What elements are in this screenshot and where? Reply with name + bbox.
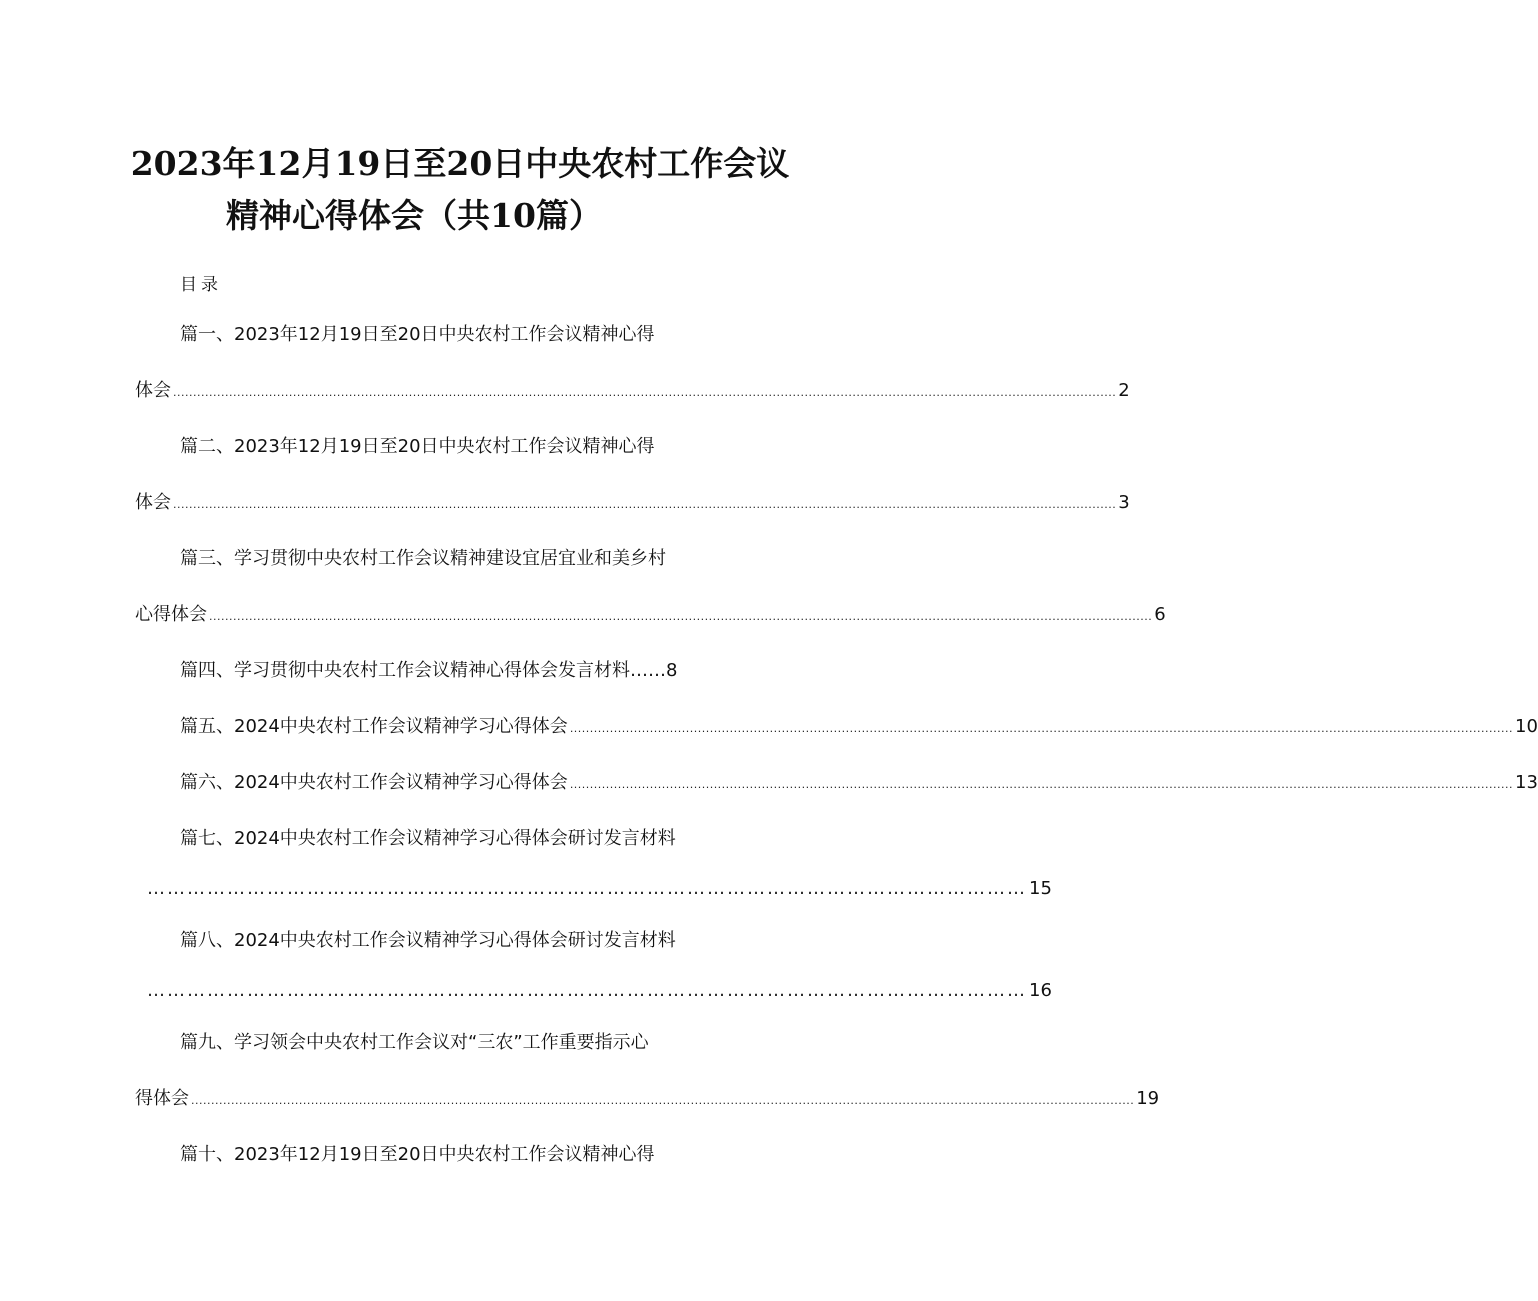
toc-leader-dots: ............................................................................................................................................................................................................................................ bbox=[173, 498, 1117, 511]
toc-entry-2-title[interactable]: 篇二、2023年12月19日至20日中央农村工作会议精神心得 bbox=[180, 436, 655, 457]
toc-entry-5-title: 篇五、2024中央农村工作会议精神学习心得体会 bbox=[180, 716, 568, 737]
toc-leader-dots: …………………………………………………………………………………………………………………… bbox=[147, 878, 1027, 899]
toc-leader-dots: ............................................................................................................................................................................................................................................ bbox=[569, 778, 1514, 791]
toc-leader-dots: ............................................................................................................................................................................................................................................ bbox=[569, 722, 1514, 735]
document-title-line-1: 2023年12月19日至20日中央农村工作会议 bbox=[130, 144, 790, 183]
toc-entry-10-title[interactable]: 篇十、2023年12月19日至20日中央农村工作会议精神心得 bbox=[180, 1144, 655, 1165]
document-title-line-2: 精神心得体会（共10篇） bbox=[226, 196, 602, 235]
toc-entry-9-title-cont: 得体会 bbox=[135, 1088, 189, 1109]
toc-entry-8-page: 16 bbox=[1029, 980, 1052, 1001]
toc-entry-2-page: 3 bbox=[1118, 492, 1130, 513]
toc-leader-dots: ............................................................................................................................................................................................................................................ bbox=[191, 1094, 1135, 1107]
toc-entry-1-title-cont: 体会 bbox=[135, 380, 171, 401]
toc-entry-6-title: 篇六、2024中央农村工作会议精神学习心得体会 bbox=[180, 772, 568, 793]
toc-entry-6[interactable] bbox=[180, 770, 1538, 796]
toc-leader-dots: ............................................................................................................................................................................................................................................ bbox=[173, 386, 1117, 399]
toc-entry-2-tail[interactable] bbox=[135, 490, 1130, 516]
toc-entry-7-tail[interactable] bbox=[135, 876, 1052, 902]
toc-entry-4[interactable]: 篇四、学习贯彻中央农村工作会议精神心得体会发言材料……8 bbox=[180, 660, 678, 681]
toc-leader-dots: …………………………………………………………………………………………………………………… bbox=[147, 980, 1027, 1001]
toc-entry-9-tail[interactable] bbox=[135, 1086, 1160, 1112]
toc-entry-2-title-cont: 体会 bbox=[135, 492, 171, 513]
toc-entry-9-page: 19 bbox=[1136, 1088, 1160, 1109]
toc-entry-8-tail[interactable] bbox=[135, 978, 1052, 1004]
toc-entry-3-title[interactable]: 篇三、学习贯彻中央农村工作会议精神建设宜居宜业和美乡村 bbox=[180, 548, 666, 569]
toc-entry-1-tail[interactable] bbox=[135, 378, 1130, 404]
toc-entry-7-page: 15 bbox=[1029, 878, 1052, 899]
toc-entry-9-title[interactable]: 篇九、学习领会中央农村工作会议对“三农”工作重要指示心 bbox=[180, 1032, 649, 1053]
toc-entry-6-page: 13 bbox=[1515, 772, 1538, 793]
toc-entry-3-page: 6 bbox=[1154, 604, 1166, 625]
toc-entry-8-title[interactable]: 篇八、2024中央农村工作会议精神学习心得体会研讨发言材料 bbox=[180, 930, 676, 951]
toc-entry-1-page: 2 bbox=[1118, 380, 1130, 401]
toc-entry-5[interactable] bbox=[180, 714, 1538, 740]
toc-entry-3-title-cont: 心得体会 bbox=[135, 604, 207, 625]
toc-heading: 目录 bbox=[180, 275, 222, 295]
toc-entry-1-title[interactable]: 篇一、2023年12月19日至20日中央农村工作会议精神心得 bbox=[180, 324, 655, 345]
toc-entry-3-tail[interactable] bbox=[135, 602, 1166, 628]
toc-leader-dots: ............................................................................................................................................................................................................................................ bbox=[209, 610, 1153, 623]
toc-entry-7-title[interactable]: 篇七、2024中央农村工作会议精神学习心得体会研讨发言材料 bbox=[180, 828, 676, 849]
toc-entry-5-page: 10 bbox=[1515, 716, 1538, 737]
